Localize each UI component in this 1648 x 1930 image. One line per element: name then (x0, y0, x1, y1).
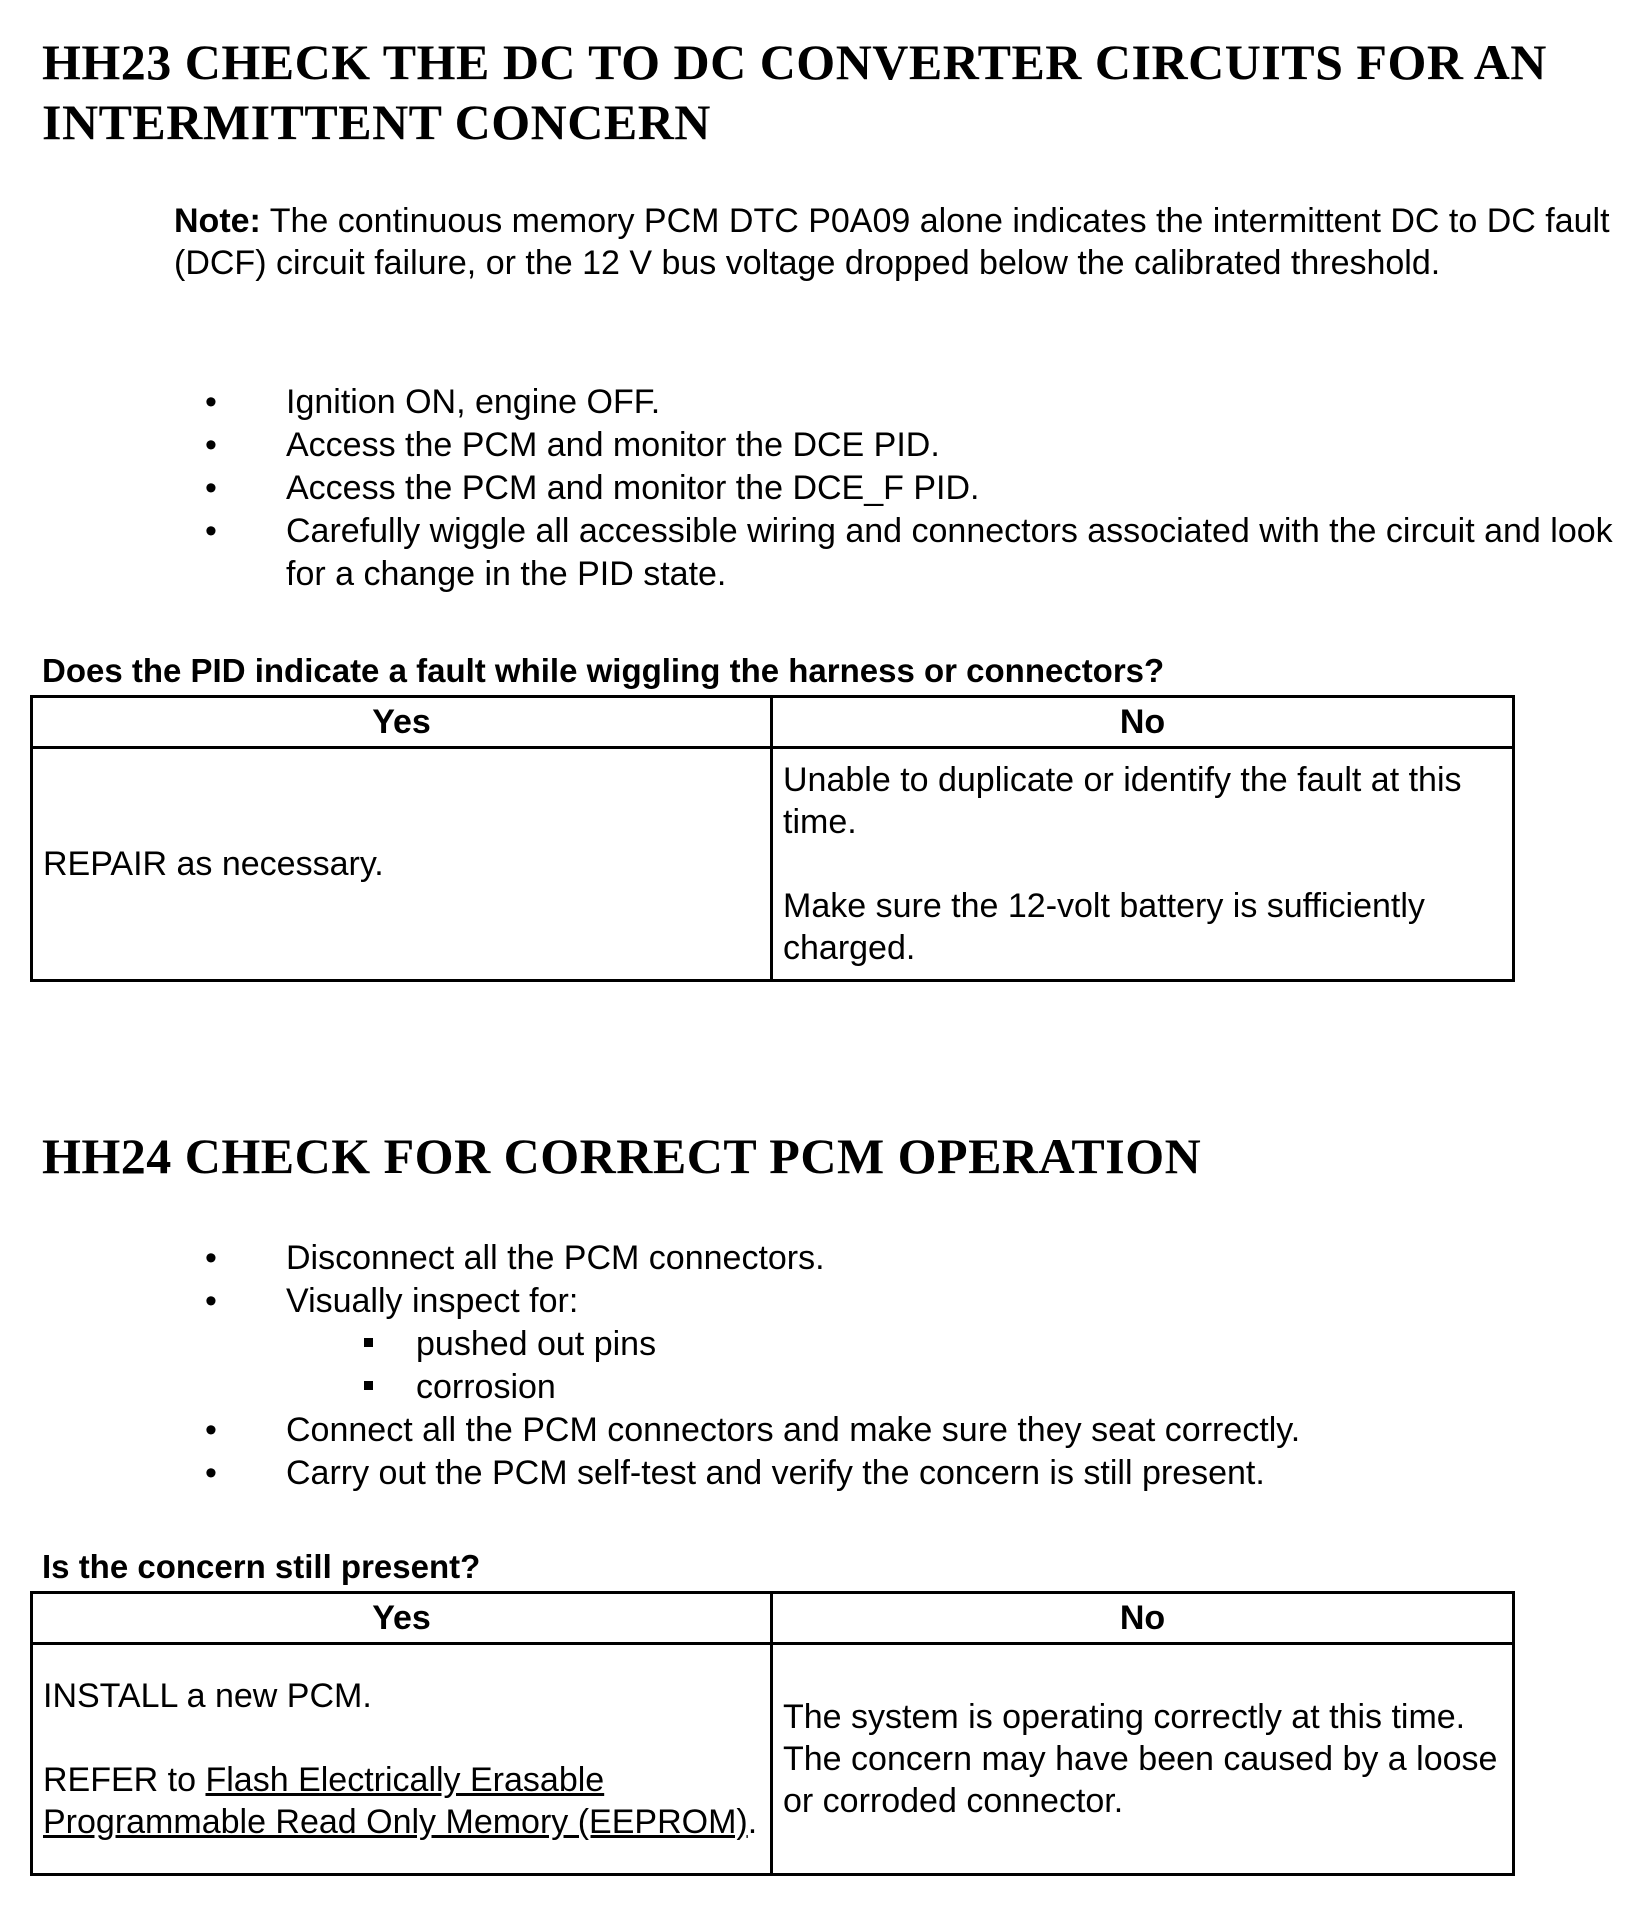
square-bullet-icon (364, 1381, 373, 1390)
table-row (32, 1644, 1514, 1875)
no-header: No (772, 697, 1514, 748)
hh24-steps-list (196, 1237, 1496, 1495)
bullet-icon: • (205, 469, 217, 507)
square-bullet-icon (364, 1338, 373, 1347)
list-item: • Connect all the PCM connectors and make sure they seat correctly. (196, 1409, 1496, 1452)
no-header: No (772, 1593, 1514, 1644)
hh23-note (174, 200, 1614, 284)
note-text: The continuous memory PCM DTC P0A09 alone indicates the intermittent DC to DC fault (DCF) circuit failure, or the 12 V bus voltage dropped below the calibrated threshold. (174, 202, 1610, 282)
table-header-row (32, 697, 1514, 748)
yes-cell: REPAIR as necessary. (32, 748, 772, 981)
table-header-row (32, 1593, 1514, 1644)
list-item: • Access the PCM and monitor the DCE_F PID. (196, 467, 1636, 510)
bullet-icon: • (205, 1282, 217, 1320)
no-cell: The system is operating correctly at this time. The concern may have been caused by a loose or corroded connector. (772, 1644, 1514, 1875)
bullet-icon: • (205, 1454, 217, 1492)
yes-cell: INSTALL a new PCM. REFER to Flash Electrically Erasable Programmable Read Only Memory (EEPROM). (32, 1644, 772, 1875)
bullet-icon: • (205, 1411, 217, 1449)
list-item: • Disconnect all the PCM connectors. (196, 1237, 1496, 1280)
list-item: • Carry out the PCM self-test and verify the concern is still present. (196, 1452, 1496, 1495)
yes-header: Yes (32, 1593, 772, 1644)
list-item: • Access the PCM and monitor the DCE PID. (196, 424, 1636, 467)
hh24-title: HH24 CHECK FOR CORRECT PCM OPERATION (42, 1128, 1202, 1184)
bullet-icon: • (205, 426, 217, 464)
hh24-result-table (30, 1591, 1515, 1876)
hh23-question: Does the PID indicate a fault while wiggling the harness or connectors? (42, 652, 1165, 689)
table-row (32, 748, 1514, 981)
sub-list-item: pushed out pins (286, 1323, 1496, 1366)
hh23-result-table (30, 695, 1515, 982)
bullet-icon: • (205, 1239, 217, 1277)
hh23-title: HH23 CHECK THE DC TO DC CONVERTER CIRCUITS FOR AN INTERMITTENT CONCERN (42, 34, 1547, 150)
list-item: • Ignition ON, engine OFF. (196, 381, 1636, 424)
inspect-sub-list (286, 1323, 1496, 1409)
bullet-icon: • (205, 383, 217, 421)
sub-list-item: corrosion (286, 1366, 1496, 1409)
bullet-icon: • (205, 512, 217, 550)
yes-header: Yes (32, 697, 772, 748)
eeprom-link[interactable]: Flash Electrically Erasable Programmable Read Only Memory (EEPROM) (43, 1761, 748, 1841)
note-label: Note: (174, 202, 261, 240)
hh23-steps-list (196, 381, 1636, 596)
hh24-question: Is the concern still present? (42, 1548, 481, 1585)
list-item: • Visually inspect for: pushed out pins corrosion (196, 1280, 1496, 1409)
no-cell: Unable to duplicate or identify the fault at this time. Make sure the 12-volt battery is sufficiently charged. (772, 748, 1514, 981)
list-item: • Carefully wiggle all accessible wiring and connectors associated with the circuit and look for a change in the PID state. (196, 510, 1636, 596)
